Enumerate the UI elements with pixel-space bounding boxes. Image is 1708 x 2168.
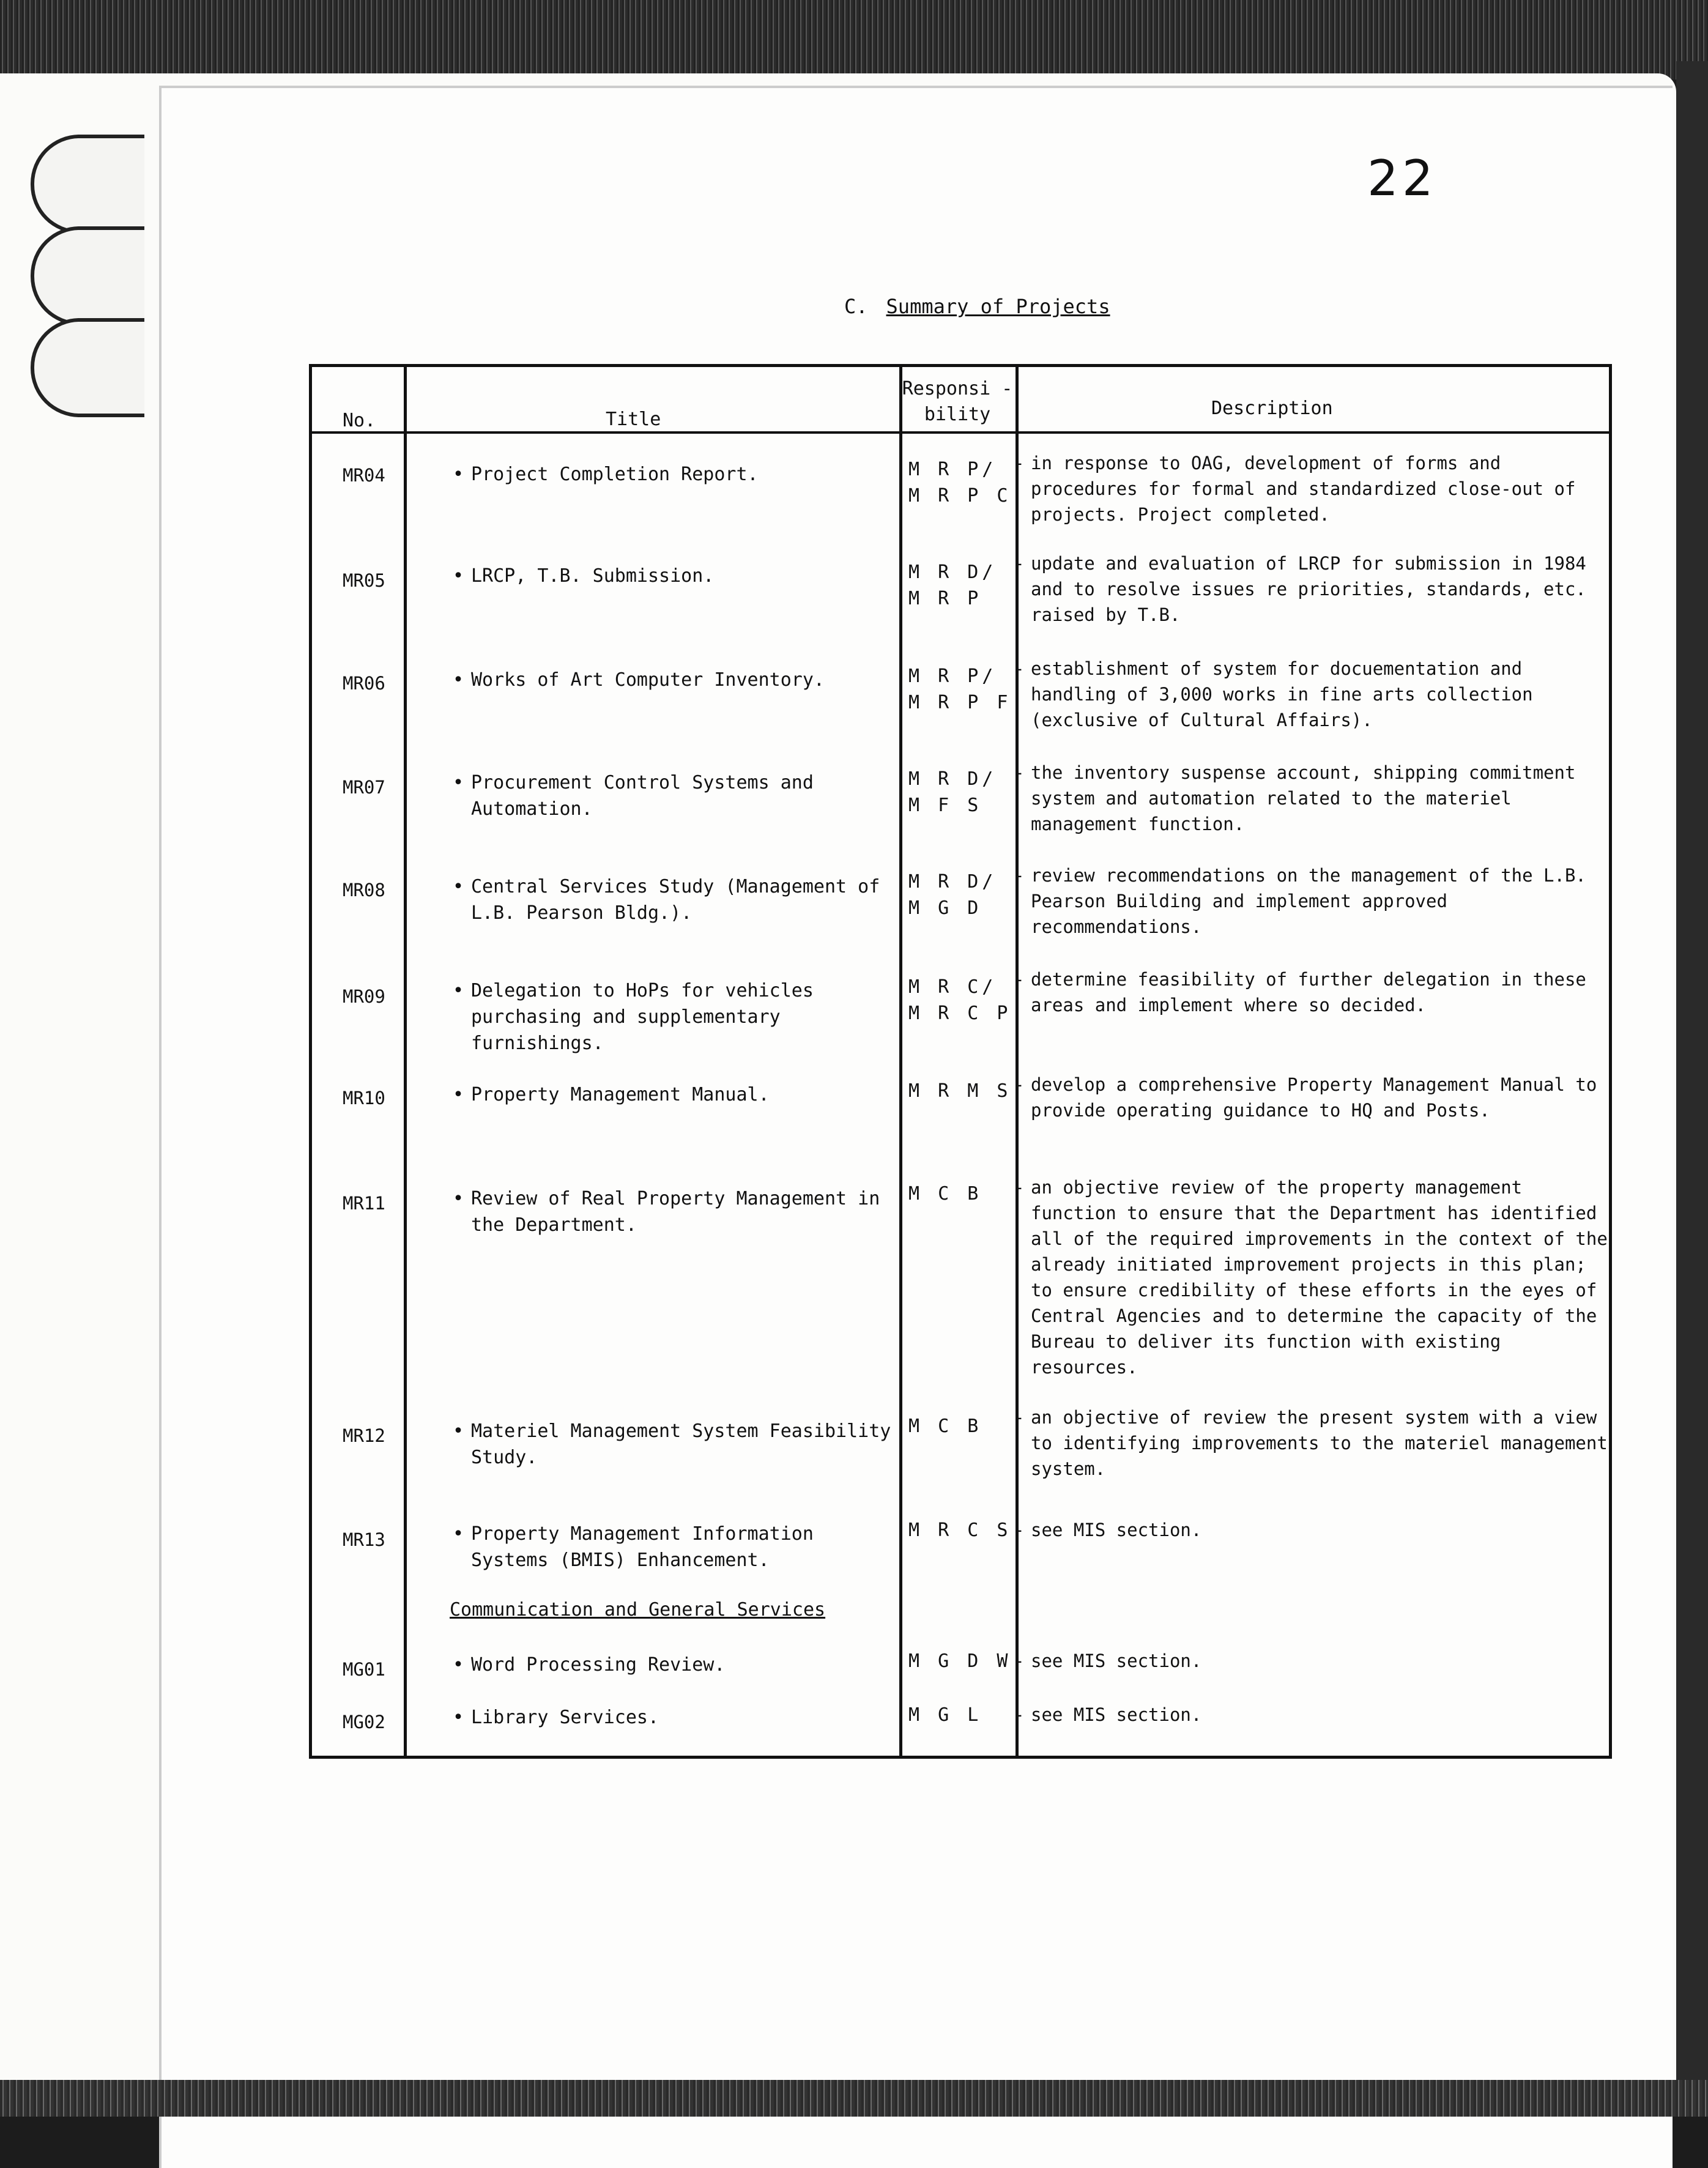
project-title: • Project Completion Report. — [453, 464, 759, 485]
project-description: - determine feasibility of further delegation in these areas and implement where so decided. — [1014, 969, 1586, 1015]
header-no: No. — [343, 410, 376, 431]
folder-tab — [31, 135, 144, 234]
project-responsibility: M R D/ M R P — [908, 562, 997, 609]
folder-tab — [31, 318, 144, 417]
header-description: Description — [1211, 398, 1333, 419]
project-number: MR08 — [343, 880, 385, 900]
header-divider — [309, 431, 1612, 434]
project-responsibility: M R P/ M R P C — [908, 459, 1012, 507]
project-title: • Procurement Control Systems and Automation. — [453, 772, 814, 820]
project-description: - see MIS section. — [1014, 1520, 1202, 1540]
project-responsibility: M C B — [908, 1183, 982, 1205]
project-description: - review recommendations on the management of the L.B. Pearson Building and implement approved recommendations. — [1014, 865, 1586, 937]
project-title: • Materiel Management System Feasibility Study. — [453, 1420, 891, 1468]
scan-right-edge — [1676, 61, 1708, 2086]
project-title: • Property Management Manual. — [453, 1084, 770, 1105]
header-responsibility-line1: Responsi - — [902, 378, 1013, 399]
project-description: - establishment of system for docuementation and handling of 3,000 works in fine arts collection (exclusive of Cultural Affairs). — [1014, 658, 1533, 730]
scan-top-edge — [0, 0, 1708, 80]
project-title: • Review of Real Property Management in the Department. — [453, 1188, 880, 1236]
project-responsibility: M G L — [908, 1704, 982, 1726]
project-title: • Property Management Information Systems (BMIS) Enhancement. — [453, 1523, 814, 1571]
project-responsibility: M R C S — [908, 1520, 1012, 1541]
project-title: • Central Services Study (Management of L.B. Pearson Bldg.). — [453, 876, 880, 924]
page-number: 22 — [1367, 150, 1437, 207]
project-number: MR09 — [343, 986, 385, 1007]
project-number: MR05 — [343, 570, 385, 591]
project-responsibility: M R C/ M R C P — [908, 976, 1012, 1024]
column-divider — [899, 364, 902, 1759]
project-title: • Word Processing Review. — [453, 1654, 726, 1676]
project-responsibility: M R M S — [908, 1080, 1012, 1102]
project-description: - update and evaluation of LRCP for submission in 1984 and to resolve issues re priorities, standards, etc. raised by T.B. — [1014, 553, 1586, 625]
project-number: MG02 — [343, 1712, 385, 1732]
project-description: - the inventory suspense account, shipping commitment system and automation related to the materiel management function. — [1014, 762, 1576, 834]
section-heading — [844, 295, 1110, 318]
project-number: MR11 — [343, 1193, 385, 1214]
project-number: MR07 — [343, 777, 385, 798]
project-title: • LRCP, T.B. Submission. — [453, 565, 715, 587]
project-responsibility: M R D/ M F S — [908, 768, 997, 816]
project-number: MR04 — [343, 465, 385, 486]
project-number: MR10 — [343, 1088, 385, 1108]
section-letter: C. — [844, 295, 868, 318]
project-description: - see MIS section. — [1014, 1704, 1202, 1725]
project-responsibility: M R D/ M G D — [908, 871, 997, 919]
project-description: - an objective of review the present system with a view to identifying improvements to the materiel management system. — [1014, 1407, 1608, 1479]
folder-tab — [31, 226, 144, 325]
project-responsibility: M G D W — [908, 1650, 1012, 1672]
project-description: - an objective review of the property management function to ensure that the Department has identified all of the required improvements in the context of the already initiated improvement projects in this plan; to ensure credibility of these efforts in the eyes of Central Agencies and to determine the capacity of the Bureau to deliver its function with existing resources. — [1014, 1177, 1608, 1378]
table-subheading: Communication and General Services — [450, 1599, 826, 1620]
header-title: Title — [606, 409, 661, 430]
project-number: MR06 — [343, 673, 385, 694]
project-title: • Works of Art Computer Inventory. — [453, 669, 825, 691]
column-divider — [404, 364, 407, 1759]
section-title: Summary of Projects — [886, 295, 1110, 318]
project-responsibility: M R P/ M R P F — [908, 666, 1012, 713]
scan-bottom-edge — [0, 2080, 1708, 2117]
project-number: MG01 — [343, 1659, 385, 1680]
project-description: - develop a comprehensive Property Management Manual to provide operating guidance to HQ and Posts. — [1014, 1074, 1597, 1121]
project-number: MR12 — [343, 1425, 385, 1446]
project-description: - see MIS section. — [1014, 1650, 1202, 1671]
project-description: - in response to OAG, development of forms and procedures for formal and standardized close-out of projects. Project completed. — [1014, 453, 1576, 525]
header-responsibility-line2: bility — [924, 404, 991, 425]
project-number: MR13 — [343, 1529, 385, 1550]
project-title: • Delegation to HoPs for vehicles purchasing and supplementary furnishings. — [453, 980, 814, 1054]
project-responsibility: M C B — [908, 1416, 982, 1437]
project-title: • Library Services. — [453, 1707, 659, 1728]
